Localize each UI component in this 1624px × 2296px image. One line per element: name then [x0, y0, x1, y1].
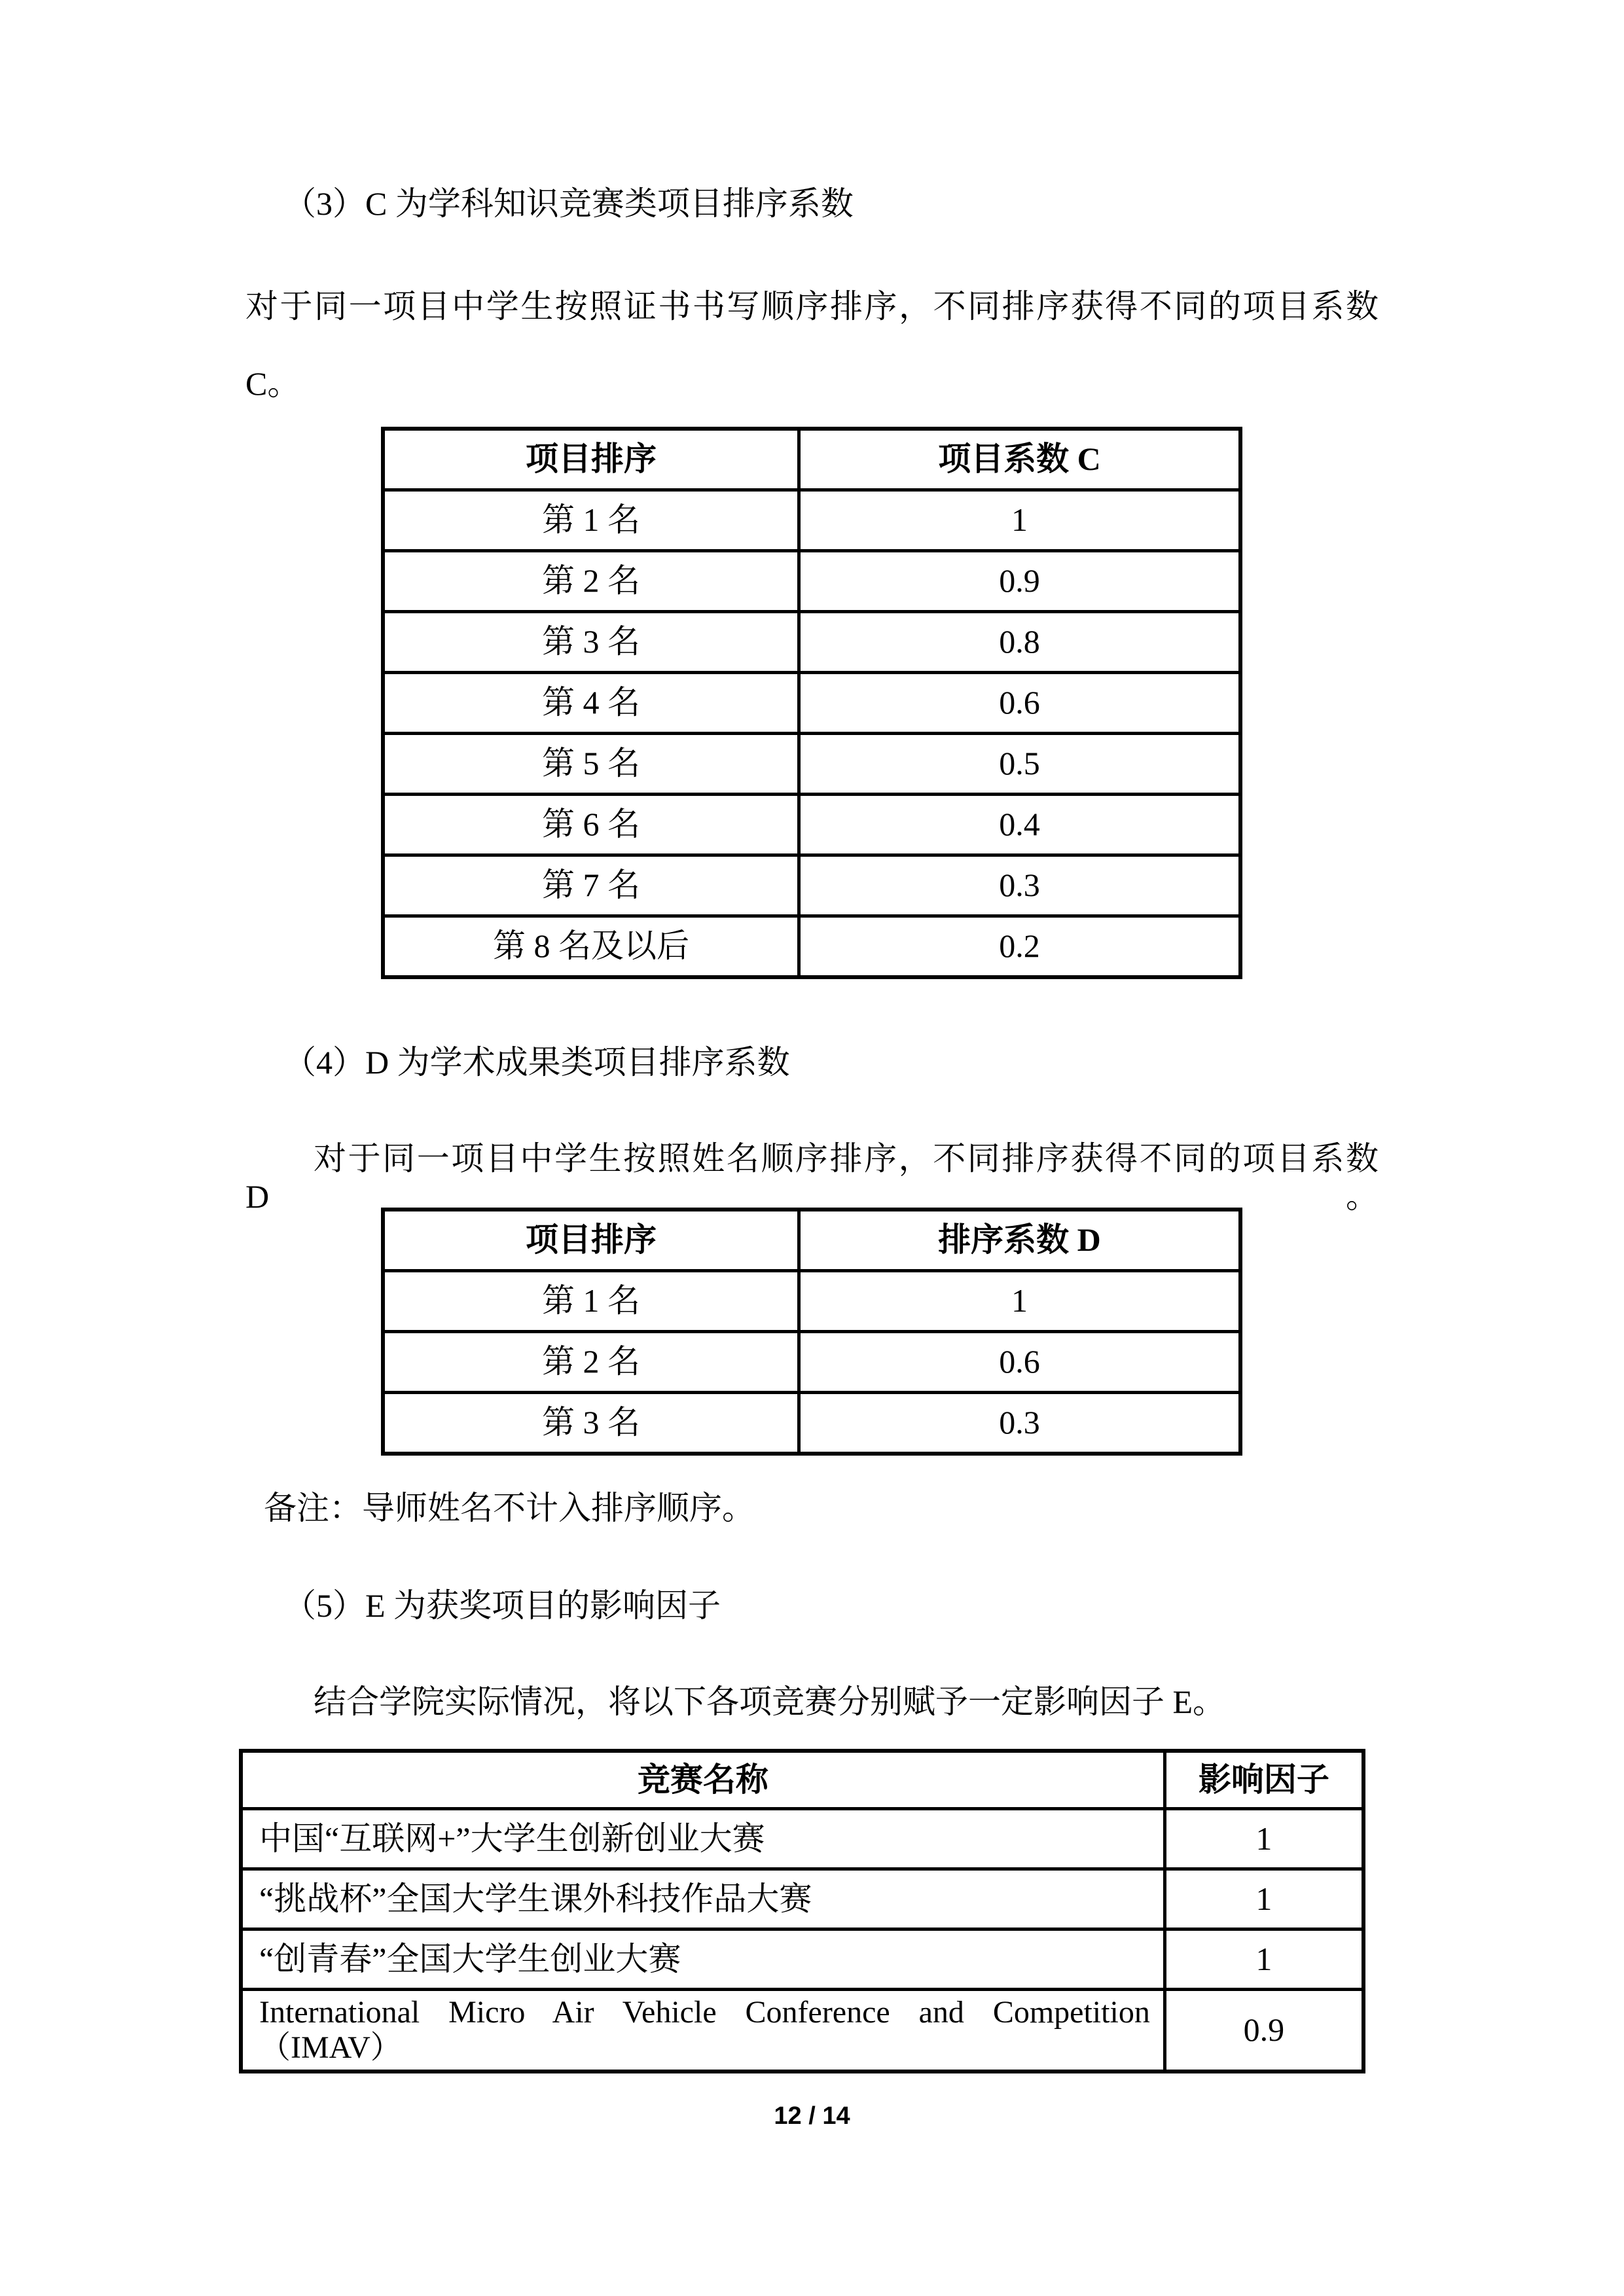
- column-header: 排序系数 D: [799, 1210, 1241, 1271]
- value-cell: 0.3: [799, 1393, 1241, 1454]
- rank-cell: 第 1 名: [383, 1271, 799, 1332]
- impact-factor-table: [239, 1749, 1365, 2073]
- table-row: [383, 734, 1240, 795]
- factor-cell: 1: [1164, 1869, 1363, 1929]
- factor-cell: 1: [1164, 1809, 1363, 1869]
- value-cell: 0.3: [799, 855, 1241, 916]
- coefficient-table-d: [381, 1208, 1242, 1456]
- rank-cell: 第 2 名: [383, 551, 799, 612]
- column-header: 项目系数 C: [799, 429, 1241, 490]
- section5-paragraph: 结合学院实际情况，将以下各项竞赛分别赋予一定影响因子 E。: [314, 1683, 1226, 1720]
- table-row: [383, 551, 1240, 612]
- table-header-row: [383, 1210, 1240, 1271]
- competition-name-cell: [241, 1990, 1164, 2072]
- column-header: 项目排序: [383, 429, 799, 490]
- note-line: 备注：导师姓名不计入排序顺序。: [264, 1490, 755, 1526]
- value-cell: 1: [799, 1271, 1241, 1332]
- value-cell: 0.4: [799, 795, 1241, 855]
- section3-heading: （3）C 为学科知识竞赛类项目排序系数: [283, 185, 854, 222]
- section4-paragraph: 对于同一项目中学生按照姓名顺序排序，不同排序获得不同的项目系数 D。: [245, 1140, 1379, 1215]
- section4-heading: （4）D 为学术成果类项目排序系数: [283, 1044, 790, 1081]
- rank-cell: 第 1 名: [383, 490, 799, 551]
- table-row: [383, 1271, 1240, 1332]
- table-row: [241, 1809, 1363, 1869]
- table-header-row: [383, 429, 1240, 490]
- rank-cell: 第 6 名: [383, 795, 799, 855]
- table-row: [383, 1393, 1240, 1454]
- table-row: [241, 1990, 1363, 2072]
- table-row: [383, 795, 1240, 855]
- section3-paragraph-line1: 对于同一项目中学生按照证书书写顺序排序，不同排序获得不同的项目系数: [245, 288, 1379, 325]
- coefficient-table-c: [381, 427, 1242, 979]
- table-row: [383, 1332, 1240, 1393]
- value-cell: 1: [799, 490, 1241, 551]
- value-cell: 0.6: [799, 673, 1241, 734]
- column-header: 项目排序: [383, 1210, 799, 1271]
- table-row: [383, 916, 1240, 978]
- value-cell: 0.6: [799, 1332, 1241, 1393]
- table-row: [383, 490, 1240, 551]
- section3-paragraph-line2: C。: [245, 365, 300, 402]
- value-cell: 0.8: [799, 612, 1241, 673]
- table-row: [383, 855, 1240, 916]
- table-row: [241, 1929, 1363, 1990]
- value-cell: 0.9: [799, 551, 1241, 612]
- column-header: 影响因子: [1164, 1751, 1363, 1809]
- competition-name-cell: “挑战杯”全国大学生课外科技作品大赛: [241, 1869, 1164, 1929]
- competition-name-cell: 中国“互联网+”大学生创新创业大赛: [241, 1809, 1164, 1869]
- column-header: 竞赛名称: [241, 1751, 1164, 1809]
- value-cell: 0.5: [799, 734, 1241, 795]
- competition-name-line2: （IMAV）: [259, 2030, 402, 2065]
- page-number: 12 / 14: [774, 2102, 850, 2130]
- table-row: [383, 673, 1240, 734]
- competition-name-cell: “创青春”全国大学生创业大赛: [241, 1929, 1164, 1990]
- table-row: [383, 612, 1240, 673]
- competition-name-line1: International Micro Air Vehicle Conference and Competition: [259, 1995, 1150, 2030]
- rank-cell: 第 3 名: [383, 1393, 799, 1454]
- rank-cell: 第 7 名: [383, 855, 799, 916]
- rank-cell: 第 5 名: [383, 734, 799, 795]
- factor-cell: 0.9: [1164, 1990, 1363, 2072]
- value-cell: 0.2: [799, 916, 1241, 978]
- section5-heading: （5）E 为获奖项目的影响因子: [283, 1587, 721, 1624]
- rank-cell: 第 3 名: [383, 612, 799, 673]
- table-row: [241, 1869, 1363, 1929]
- table-header-row: [241, 1751, 1363, 1809]
- rank-cell: 第 8 名及以后: [383, 916, 799, 978]
- rank-cell: 第 2 名: [383, 1332, 799, 1393]
- factor-cell: 1: [1164, 1929, 1363, 1990]
- rank-cell: 第 4 名: [383, 673, 799, 734]
